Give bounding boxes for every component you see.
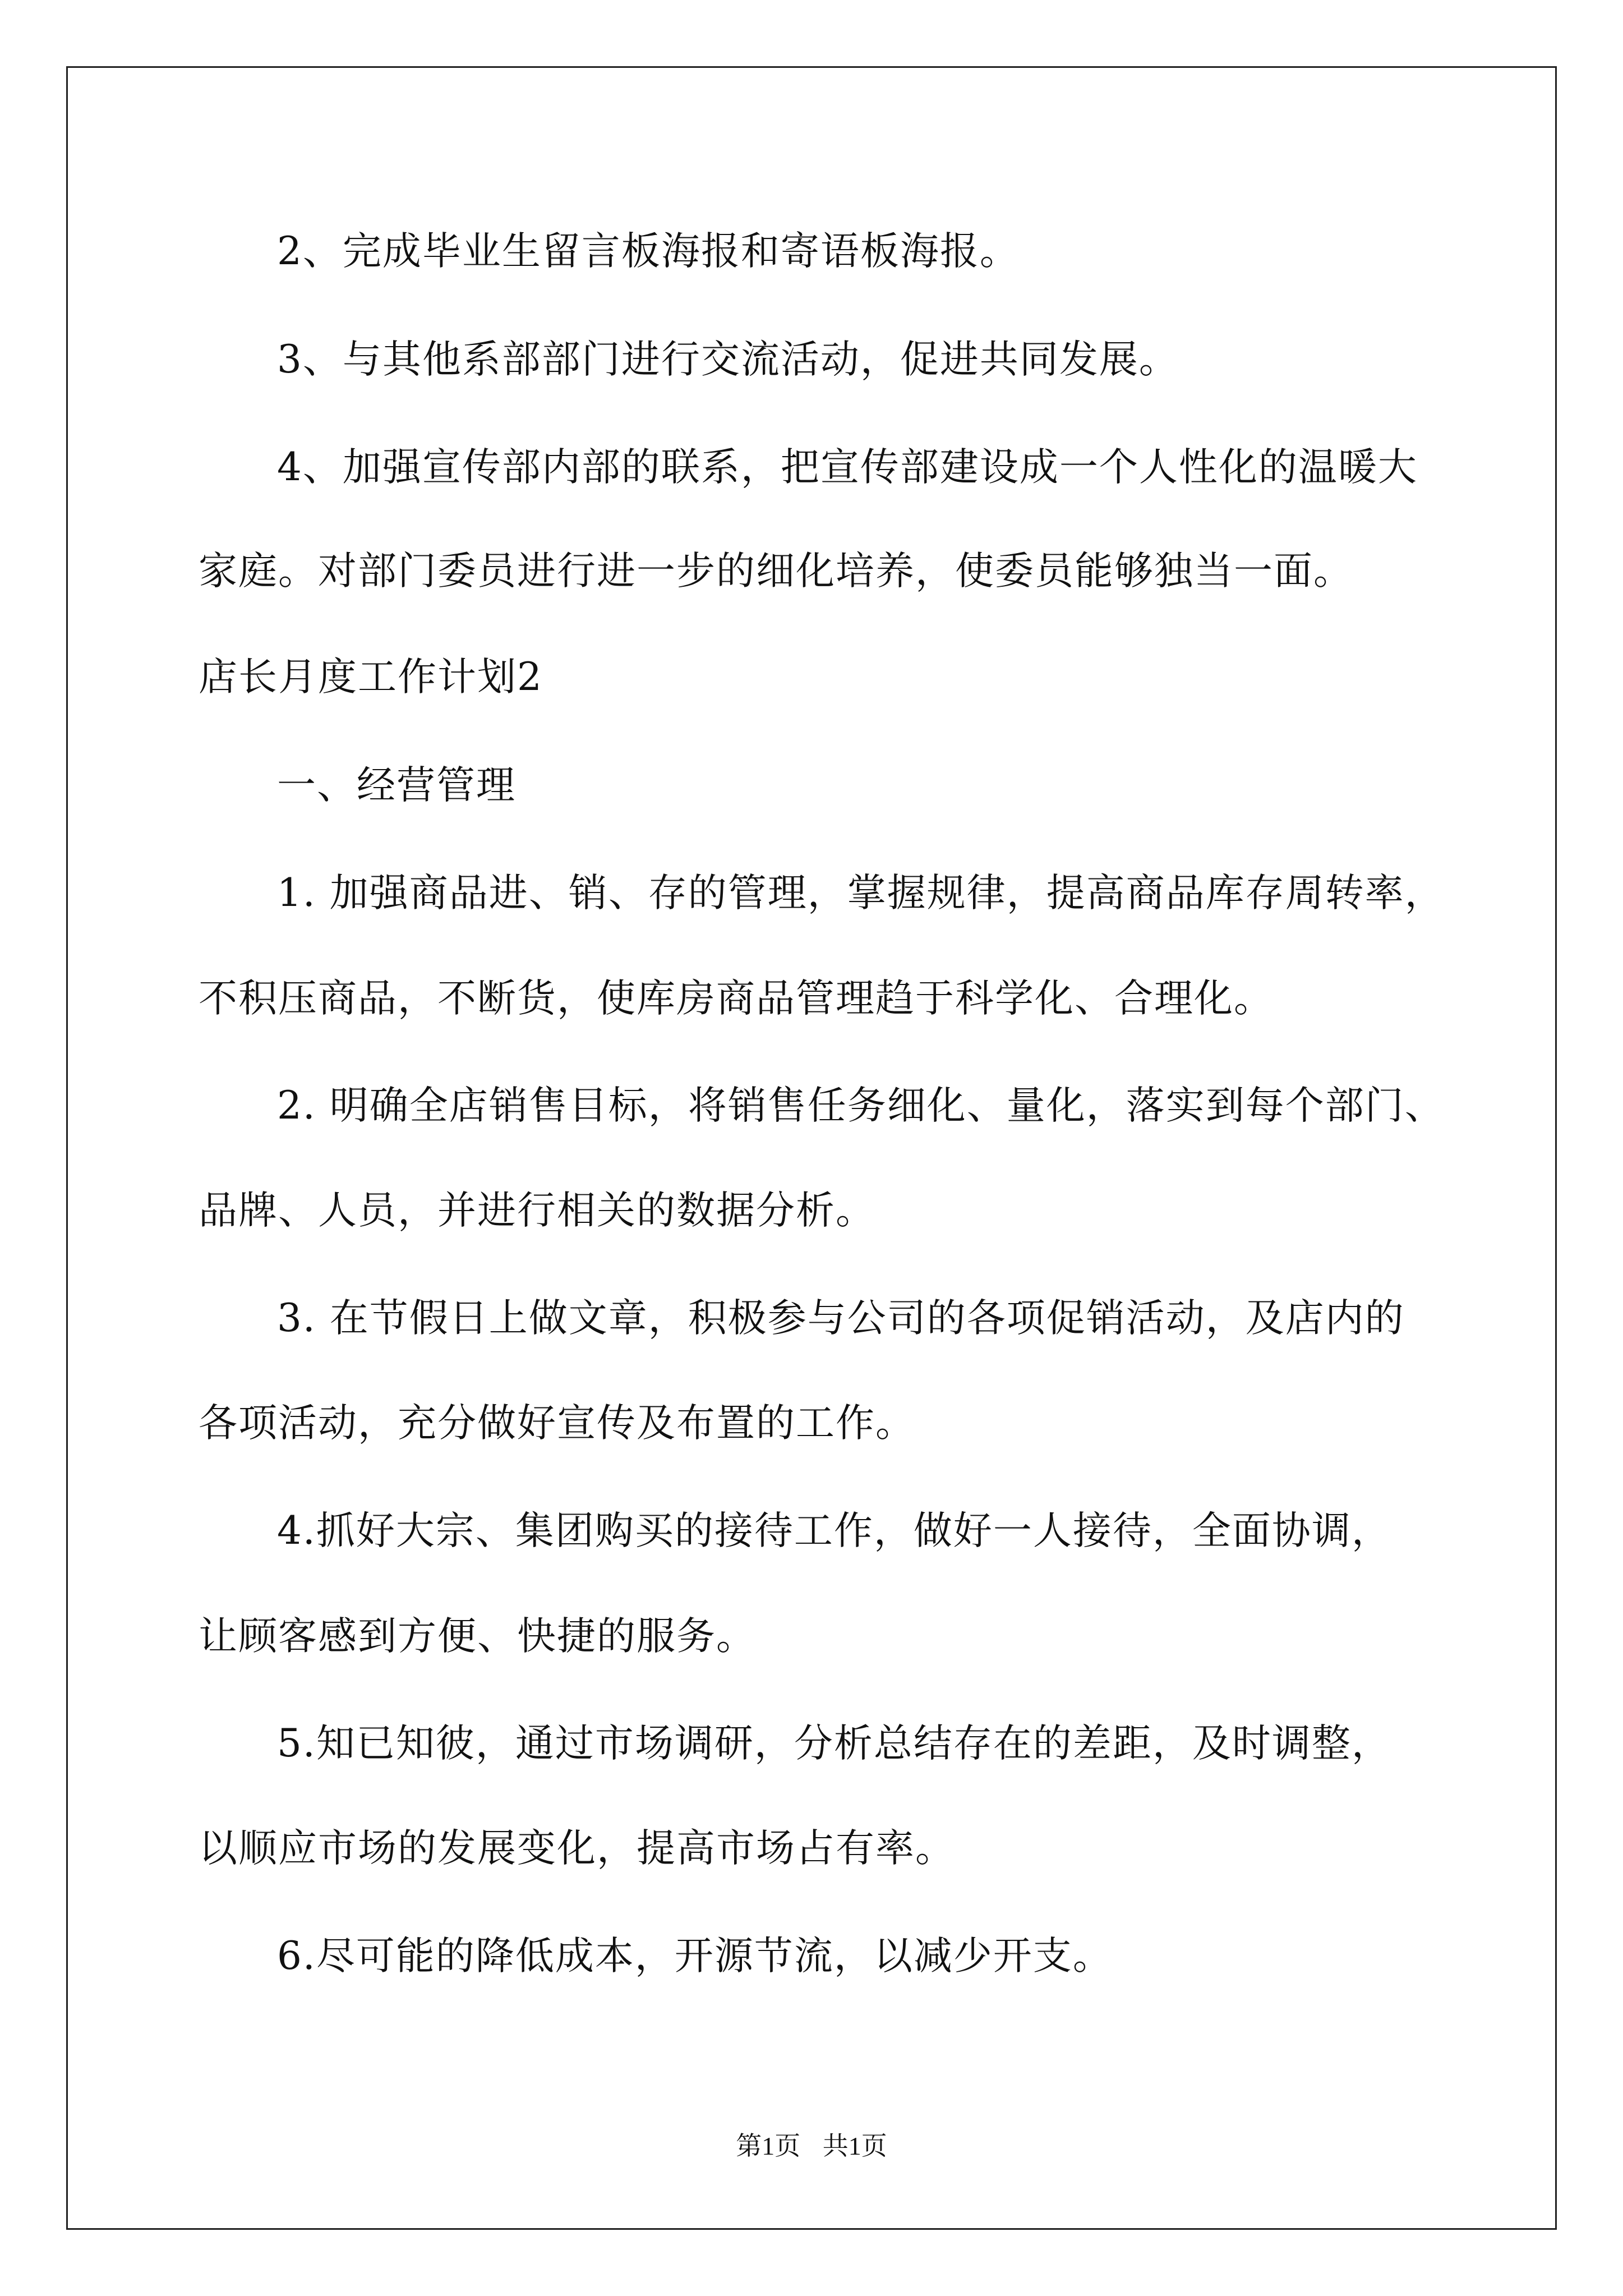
page-number: 第1页 — [736, 2132, 801, 2160]
paragraph-line: 4.抓好大宗、集团购买的接待工作，做好一人接待，全面协调， — [277, 1508, 1391, 1553]
paragraph-line: 6.尽可能的降低成本，开源节流，以减少开支。 — [277, 1934, 1113, 1978]
paragraph-line: 不积压商品，不断货，使库房商品管理趋于科学化、合理化。 — [199, 976, 1274, 1021]
section-heading: 店长月度工作计划2 — [199, 655, 543, 700]
paragraph-line: 各项活动，充分做好宣传及布置的工作。 — [199, 1401, 915, 1446]
page-total: 共1页 — [822, 2132, 887, 2160]
paragraph-line: 以顺应市场的发展变化，提高市场占有率。 — [199, 1826, 955, 1871]
page-border — [66, 66, 1557, 2230]
page-footer — [0, 2129, 1623, 2163]
paragraph-line: 3、与其他系部部门进行交流活动，促进共同发展。 — [277, 337, 1179, 382]
paragraph-line: 4、加强宣传部内部的联系，把宣传部建设成一个人性化的温暖大 — [277, 445, 1418, 490]
paragraph-line: 2. 明确全店销售目标，将销售任务细化、量化，落实到每个部门、 — [277, 1083, 1445, 1128]
paragraph-line: 3. 在节假日上做文章，积极参与公司的各项促销活动，及店内的 — [277, 1296, 1405, 1341]
paragraph-line: 品牌、人员，并进行相关的数据分析。 — [199, 1188, 875, 1233]
paragraph-line: 家庭。对部门委员进行进一步的细化培养，使委员能够独当一面。 — [199, 549, 1353, 593]
paragraph-line: 5.知已知彼，通过市场调研，分析总结存在的差距，及时调整， — [277, 1721, 1391, 1766]
paragraph-line: 让顾客感到方便、快捷的服务。 — [199, 1614, 756, 1659]
paragraph-line: 2、完成毕业生留言板海报和寄语板海报。 — [277, 229, 1020, 274]
subsection-heading: 一、经营管理 — [277, 763, 516, 808]
paragraph-line: 1. 加强商品进、销、存的管理，掌握规律，提高商品库存周转率， — [277, 871, 1445, 915]
